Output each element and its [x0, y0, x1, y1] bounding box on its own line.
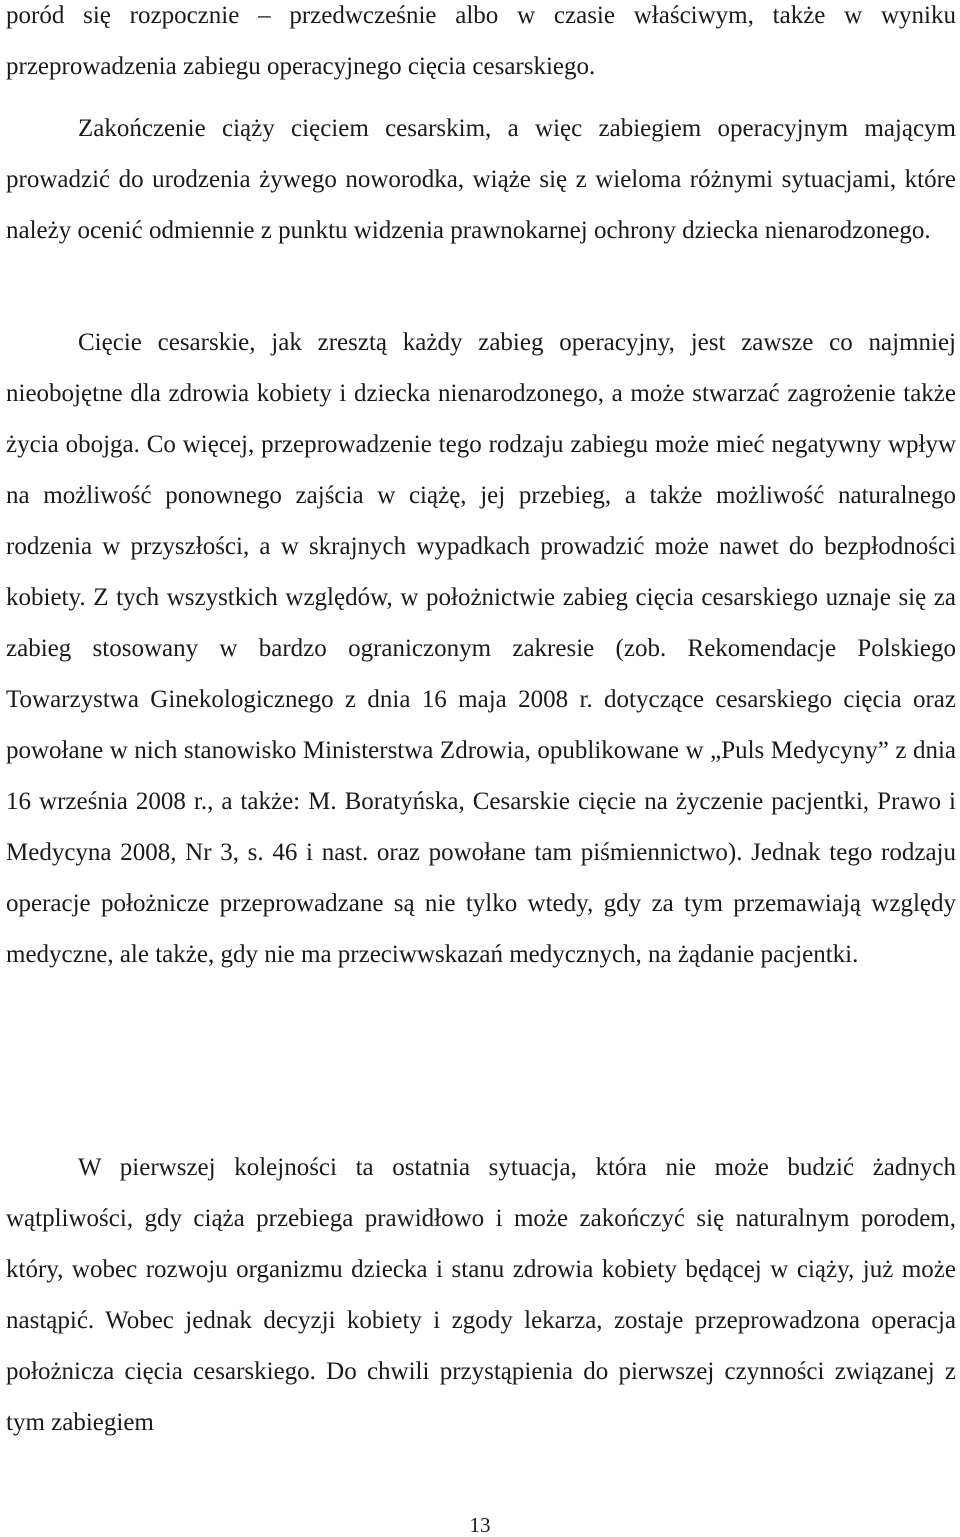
paragraph-cesarean-risks: Cięcie cesarskie, jak zresztą każdy zabieg operacyjny, jest zawsze co najmniej nieobojętne dla zdrowia kobiety i dziecka nienarodzonego, a może stwarzać zagrożenie także życia obojga. Co więcej, przeprowadzenie tego rodzaju zabiegu może mieć negatywny wpływ na możliwość ponownego zajścia w ciążę, jej przebieg, a także możliwość naturalnego rodzenia w przyszłości, a w skrajnych wypadkach prowadzić może nawet do bezpłodności kobiety. Z tych wszystkich względów, w położnictwie zabieg cięcia cesarskiego uznaje się za zabieg stosowany w bardzo ograniczonym zakresie (zob. Rekomendacje Polskiego Towarzystwa Ginekologicznego z dnia 16 maja 2008 r. dotyczące cesarskiego cięcia oraz powołane w nich stanowisko Ministerstwa Zdrowia, opublikowane w „Puls Medycyny” z dnia 16 września 2008 r., a także: M. Boratyńska, Cesarskie cięcie na życzenie pacjentki, Prawo i Medycyna 2008, Nr 3, s. 46 i nast. oraz powołane tam piśmiennictwo). Jednak tego rodzaju operacje położnicze przeprowadzane są nie tylko wtedy, gdy za tym przemawiają względy medyczne, ale także, gdy nie ma przeciwwskazań medycznych, na żądanie pacjentki. [6, 329, 956, 968]
paragraph-cesarean-overview: Zakończenie ciąży cięciem cesarskim, a więc zabiegiem operacyjnym mającym prowadzić do urodzenia żywego noworodka, wiąże się z wieloma różnymi sytuacjami, które należy ocenić odmiennie z punktu widzenia prawnokarnej ochrony dziecka nienarodzonego. [6, 115, 956, 244]
paragraph-continuation: poród się rozpocznie – przedwcześnie albo w czasie właściwym, także w wyniku przeprowadzenia zabiegu operacyjnego cięcia cesarskiego. [6, 2, 956, 80]
page-number: 13 [469, 1513, 491, 1537]
paragraph-patient-request: W pierwszej kolejności ta ostatnia sytuacja, która nie może budzić żadnych wątpliwości, gdy ciąża przebiega prawidłowo i może zakończyć się naturalnym porodem, który, wobec rozwoju organizmu dziecka i stanu zdrowia kobiety będącej w ciąży, już może nastąpić. Wobec jednak decyzji kobiety i zgody lekarza, zostaje przeprowadzona operacja położnicza cięcia cesarskiego. Do chwili przystąpienia do pierwszej czynności związanej z tym zabiegiem [6, 1154, 956, 1436]
